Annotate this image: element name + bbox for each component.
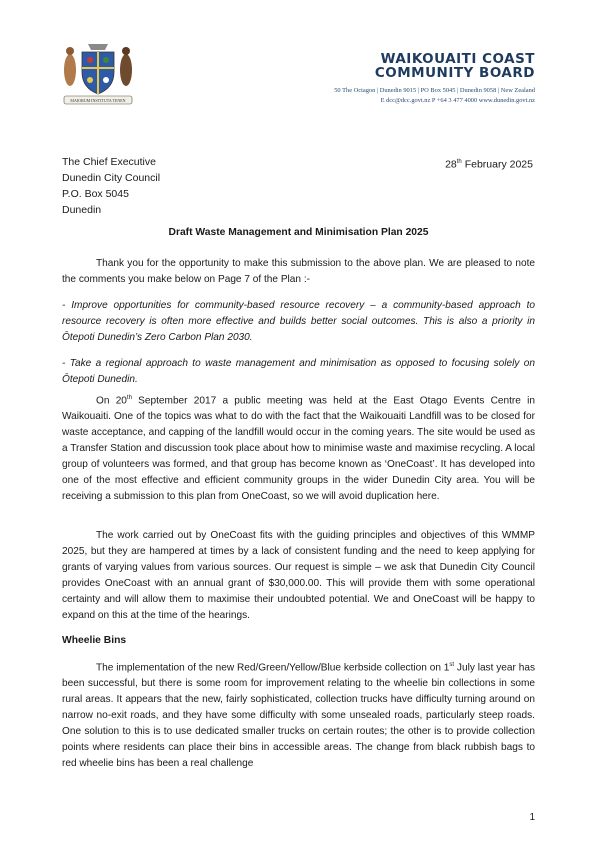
paragraph-text: The work carried out by OneCoast fits with the guiding principles and objectives of this WMMP 2025, but they are hampered at times by a lack of consistent funding and the need to keep applying for grants of varying values from various sources. Our request is simple – we ask that Dunedin City Council provides OneCoast with an annual grant of $30,000.00. This will provide them with some operational certainty and will allow them to maximise their undoubted potential. We and OneCoast will be happy to expand on this at the time of the hearings. (62, 530, 535, 621)
org-name-line2: COMMUNITY BOARD (374, 65, 535, 81)
date-rest: February 2025 (461, 158, 533, 171)
paragraph-text: - Take a regional approach to waste management and minimisation as opposed to focusing solely on Ōtepoti Dunedin. (62, 358, 535, 385)
heading-text: Wheelie Bins (62, 635, 127, 646)
org-name-line1: WAIKOUAITI COAST (380, 51, 535, 67)
coat-of-arms-logo (58, 38, 138, 106)
text-run: On 20 (96, 395, 127, 407)
quote-community-recovery (62, 298, 535, 346)
recipient-line: Dunedin City Council (62, 172, 161, 184)
quote-regional-approach (62, 356, 535, 388)
organisation-header (334, 52, 535, 106)
page-number: 1 (529, 812, 535, 823)
paragraph-intro (62, 256, 535, 288)
date-suffix: th (456, 159, 462, 165)
recipient-line: Dunedin (62, 204, 102, 216)
paragraph-funding-request (62, 528, 535, 624)
paragraph-onecoast-history (62, 390, 535, 505)
paragraph-text: Thank you for the opportunity to make this submission to the above plan. We are pleased to note the comments you make below on Page 7 of the Plan :- (62, 258, 535, 285)
recipient-address (62, 154, 160, 218)
letter-title: Draft Waste Management and Minimisation Plan 2025 (168, 227, 429, 238)
text-run: The implementation of the new Red/Green/Yellow/Blue kerbside collection on 1 (96, 662, 450, 674)
ordinal-suffix: th (126, 395, 132, 401)
recipient-line: P.O. Box 5045 (62, 188, 129, 200)
paragraph-wheelie-bins (62, 657, 535, 772)
letter-date (445, 154, 533, 173)
org-contact: E dcc@dcc.govt.nz P +64 3 477 4000 www.dunedin.govt.nz (380, 97, 535, 104)
svg-text:MAIORUM INSTITUTA TENEN: MAIORUM INSTITUTA TENEN (70, 98, 126, 103)
recipient-line: The Chief Executive (62, 156, 156, 168)
org-address: 50 The Octagon | Dunedin 9015 | PO Box 5045 | Dunedin 9058 | New Zealand (334, 87, 535, 94)
date-day: 28 (445, 158, 457, 171)
paragraph-text: - Improve opportunities for community-based resource recovery – a community-based approach to resource recovery is often more effective and builds better social outcomes. This is also a priority in Ōtepoti Dunedin’s Zero Carbon Plan 2030. (62, 300, 535, 343)
text-run: July last year has been successful, but there is some room for improvement relating to the wheelie bin collections in some rural areas. It appears that the new, fairly sophisticated, collection trucks have difficulty turning around on narrow no-exit roads, and they have some difficulty with some unsealed roads, particularly steep roads. One solution to this is to use dedicated smaller trucks on certain routes; the other is to provide collection points where residents can place their bins in accessible areas. The change from black rubbish bags to red wheelie bins has been a real challenge (62, 662, 535, 770)
section-heading-wheelie-bins (62, 633, 535, 649)
text-run: September 2017 a public meeting was held at the East Otago Events Centre in Waikouaiti. One of the topics was what to do with the fact that the Waikouaiti Landfill was to be closed for waste acceptance, and capping of the landfill would occur in the coming years. The site would be used as a Transfer Station and discussion took place about how to minimise waste and maximise recycling. A local group of volunteers was formed, and that group has become known as ‘OneCoast’. It has developed into one of the most effective and efficient community groups in the wider Dunedin City area. You will be receiving a submission to this plan from OneCoast, so we will avoid duplication here. (62, 395, 535, 503)
ordinal-suffix: st (449, 662, 455, 668)
